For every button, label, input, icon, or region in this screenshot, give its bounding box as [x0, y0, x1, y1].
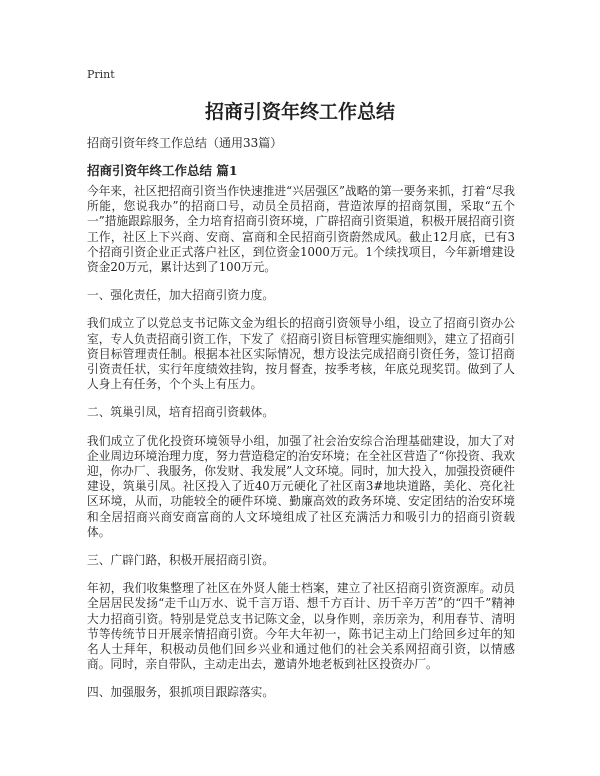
section-heading: 招商引资年终工作总结 篇1	[87, 163, 238, 178]
subheading-1: 一、强化责任，加大招商引资力度。	[87, 288, 275, 303]
print-link[interactable]: Print	[87, 68, 115, 81]
document-body	[87, 184, 515, 714]
paragraph-1: 我们成立了以党总支书记陈文金为组长的招商引资领导小组，设立了招商引资办公室，专人负责招商引资工作，下发了《招商引资目标管理实施细则》，建立了招商引资目标管理责任制。根据本社区实际情况，想方设法完成招商引资任务，签订招商引资责任状，实行年度绩效挂钩，按月督查，按季考核，年底兑现奖罚。做到了人人身上有任务，个个头上有压力。	[87, 316, 515, 392]
subheading-4: 四、加强服务，狠抓项目跟踪落实。	[87, 685, 275, 700]
subheading-2: 二、筑巢引凤，培育招商引资载体。	[87, 405, 275, 420]
document-subtitle: 招商引资年终工作总结（通用33篇）	[87, 136, 283, 150]
subheading-3: 三、广辟门路，积极开展招商引资。	[87, 553, 275, 568]
document-title: 招商引资年终工作总结	[204, 101, 395, 123]
paragraph-intro: 今年来，社区把招商引资当作快速推进“兴居强区”战略的第一要务来抓，打着“尽我所能，您说我办”的招商口号，动员全员招商，营造浓厚的招商氛围，采取“五个一”措施跟踪服务，全力培育招商引资环境，广辟招商引资渠道，积极开展招商引资工作，社区上下兴商、安商、富商和全民招商引资蔚然成风。截止12月底，已有3个招商引资企业正式落户社区，到位资金1000万元。1个续找项目，今年新增建设资金20万元，累计达到了100万元。	[87, 184, 515, 275]
paragraph-3: 年初，我们收集整理了社区在外贤人能士档案，建立了社区招商引资资源库。动员全居居民发扬“走千山万水、说千言万语、想千方百计、历千辛万苦”的“四千”精神大力招商引资。特别是党总支书记陈文金，以身作则，亲历亲为，利用春节、清明节等传统节日开展亲情招商引资。今年大年初一，陈书记主动上门给回乡过年的知名人士拜年，积极动员他们回乡兴业和通过他们的社会关系网招商引资，以情感商。同时，亲自带队，主动走出去，邀请外地老板到社区投资办厂。	[87, 581, 515, 672]
paragraph-2: 我们成立了优化投资环境领导小组，加强了社会治安综合治理基础建设，加大了对企业周边环境治理力度，努力营造稳定的治安环境；在全社区营造了“你投资、我欢迎，你办厂、我服务，你发财、我发展”人文环境。同时，加大投入，加强投资硬件建设，筑巢引凤。社区投入了近40万元硬化了社区南3#地块道路，美化、亮化社区环境，从而，功能较全的硬件环境、勤廉高效的政务环境、安定团结的治安环境和全居招商兴商安商富商的人文环境组成了社区充满活力和吸引力的招商引资载体。	[87, 433, 515, 539]
